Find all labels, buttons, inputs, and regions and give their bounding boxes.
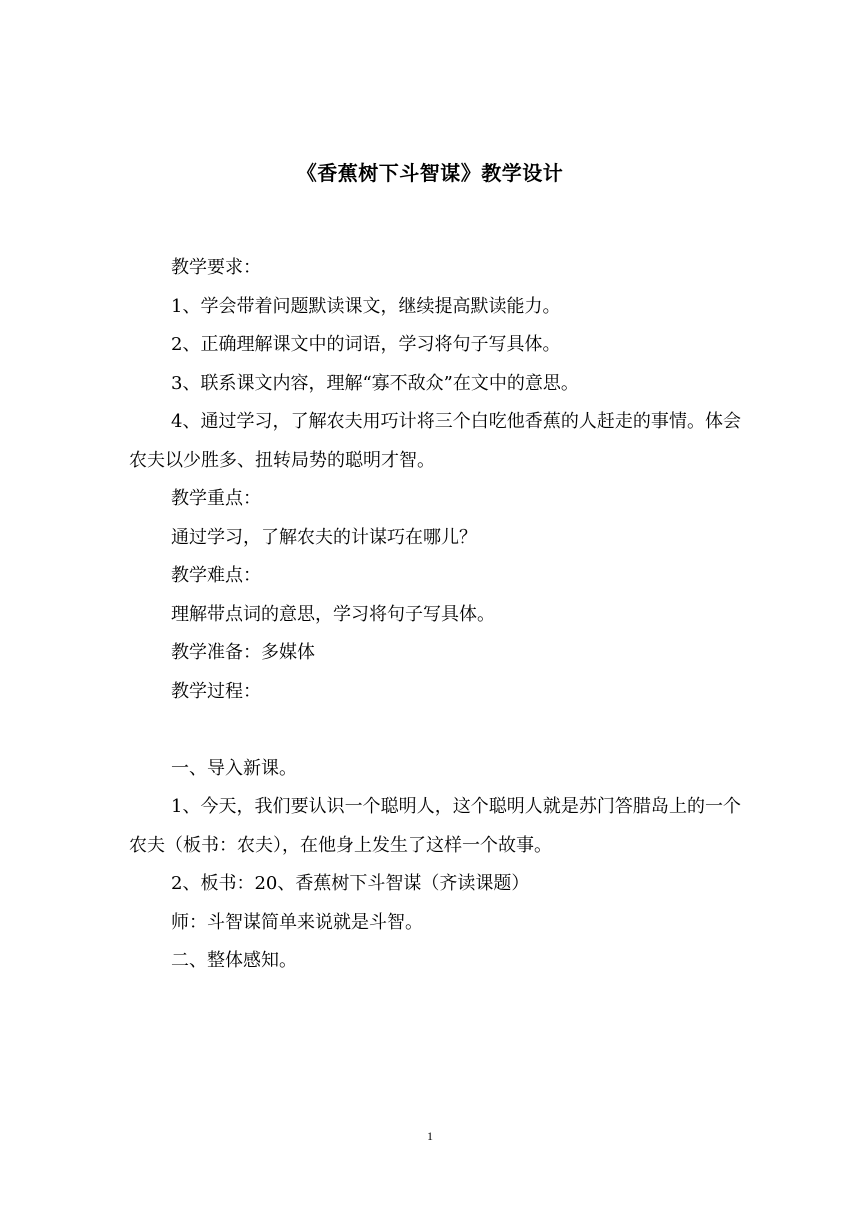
process-heading-intro: 一、导入新课。 (171, 757, 297, 779)
preparation-text: 教学准备：多媒体 (171, 642, 315, 663)
requirement-item-1: 1、学会带着问题默读课文，继续提高默读能力。 (171, 295, 561, 317)
requirement-item-4: 4、通过学习，了解农夫用巧计将三个白吃他香蕉的人赶走的事情。体会农夫以少胜多、扭转局势的聪明才智。 (129, 411, 741, 471)
document-title: 《香蕉树下斗智谋》教学设计 (296, 161, 564, 185)
process-step-2: 2、板书：20、香蕉树下斗智谋（齐读课题） (171, 873, 530, 894)
requirement-item-3: 3、联系课文内容，理解“寡不敌众”在文中的意思。 (171, 372, 579, 394)
section-heading-key-points: 教学重点： (171, 488, 261, 509)
blank-line (129, 711, 741, 750)
teacher-note: 师：斗智谋简单来说就是斗智。 (171, 911, 423, 933)
section-heading-difficulties: 教学难点： (171, 565, 261, 586)
section-heading-process: 教学过程： (171, 680, 261, 702)
document-body (129, 249, 741, 981)
requirement-item-2: 2、正确理解课文中的词语，学习将句子写具体。 (171, 334, 561, 355)
process-heading-overall: 二、整体感知。 (171, 950, 297, 971)
difficulty-text: 理解带点词的意思，学习将句子写具体。 (171, 603, 495, 625)
page-number: 1 (427, 1129, 433, 1143)
key-point-text: 通过学习，了解农夫的计谋巧在哪儿？ (171, 526, 477, 548)
process-step-1: 1、今天，我们要认识一个聪明人，这个聪明人就是苏门答腊岛上的一个农夫（板书：农夫），在他身上发生了这样一个故事。 (129, 796, 741, 856)
section-heading-requirements: 教学要求： (171, 257, 261, 278)
